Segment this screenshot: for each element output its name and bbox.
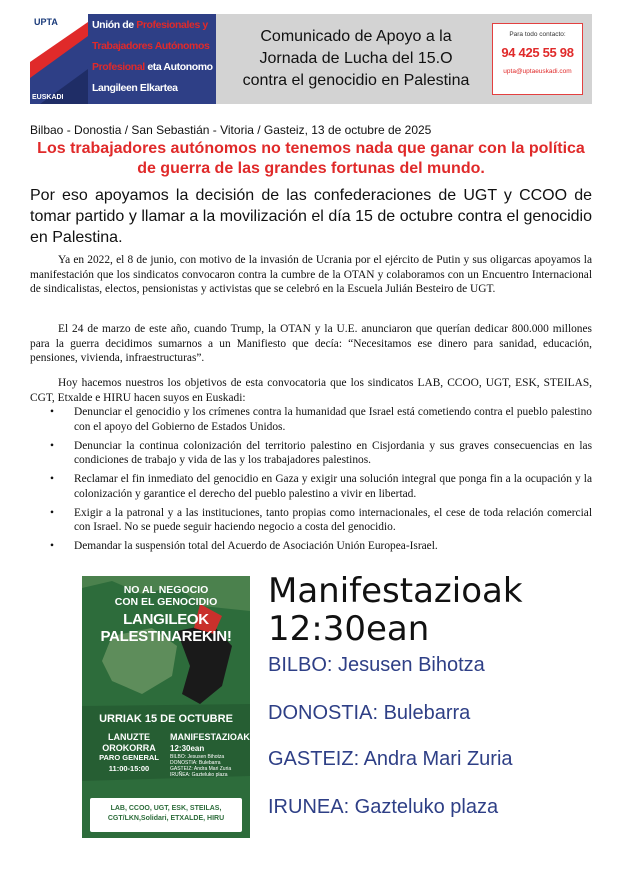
list-item: • Exigir a la patronal y a las instituciones, tanto propias como internacionales, el cese de toda relación comercial con Israel. No se puede seguir haciendo negocio a costa del genocidio. bbox=[50, 506, 592, 533]
list-item: • Reclamar el fin inmediato del genocidio en Gaza y exigir una solución integral que ponga fin a la ocupación y la colonización y garantice el derecho del pueblo palestino a vivir en libertad. bbox=[50, 473, 592, 500]
poster-date: URRIAK 15 DE OCTUBRE bbox=[99, 713, 233, 725]
header-banner bbox=[30, 14, 592, 104]
headline: Los trabajadores autónomos no tenemos nada que ganar con la política de guerra de las grandes fortunas del mundo. bbox=[37, 140, 585, 177]
contact-email: upta@uptaeuskadi.com bbox=[503, 68, 572, 75]
poster-line-2: CON EL GENOCIDIO bbox=[114, 596, 218, 608]
logo-bottom-text: EUSKADI bbox=[32, 94, 64, 101]
city-location: IRUNEA: Gazteluko plaza bbox=[268, 796, 499, 818]
body-paragraph: Hoy hacemos nuestros los objetivos de esta convocatoria que los sindicatos LAB, CCOO, UGT, ESK, STEILAS, CGT, Etxalde e HIRU hacen suyos en Euskadi: bbox=[30, 377, 592, 404]
logo-top-text: UPTA bbox=[34, 17, 58, 27]
demonstrations-time: 12:30ean bbox=[268, 609, 430, 649]
body-paragraph: Ya en 2022, el 8 de junio, con motivo de la invasión de Ucrania por el ejército de Putin y sus oligarcas apoyamos la manifestación que los sindicatos convocaron contra la cumbre de la OTAN y colaboramos con un Encuentro Internacional de sindicalistas, electos, pensionistas y activistas que se celebró en la Escuela Julián Besteiro de UGT. bbox=[30, 254, 592, 295]
bullet-icon: • bbox=[50, 439, 54, 452]
poster-line-4: PALESTINAREKIN! bbox=[100, 628, 232, 645]
list-item: • Denunciar la continua colonización del territorio palestino en Cisjordania y sus graves consecuencias en las condiciones de trabajo y vida de las y los trabajadores palestinos. bbox=[50, 439, 592, 466]
contact-label: Para todo contacto: bbox=[509, 31, 566, 38]
union-line: Unión de Profesionales y bbox=[92, 19, 208, 31]
strike-poster bbox=[82, 576, 250, 838]
poster-march-info: MANIFESTAZIOAK 12:30ean BILBO: Jesusen Bihotza DONOSTIA: Bulebarra GASTEIZ: Andra Mari Zuria IRUÑEA: Gazteluko plaza bbox=[170, 732, 250, 778]
union-line: Trabajadores Autónomos bbox=[92, 40, 210, 52]
list-item: • Denunciar el genocidio y los crímenes contra la humanidad que Israel está cometiendo contra el pueblo palestino con el apoyo del Gobierno de Estados Unidos. bbox=[50, 406, 592, 433]
poster-organizations: LAB, CCOO, UGT, ESK, STEILAS, CGT/LKN,Solidari, ETXALDE, HIRU bbox=[90, 798, 242, 832]
city-location: BILBO: Jesusen Bihotza bbox=[268, 654, 485, 676]
union-line: Langileen Elkartea bbox=[92, 82, 178, 94]
contact-box bbox=[492, 23, 583, 95]
bullet-icon: • bbox=[50, 406, 54, 418]
body-paragraph: El 24 de marzo de este año, cuando Trump, la OTAN y la U.E. anunciaron que querían dedicar 800.000 millones para la guerra decidimos sumarnos a un Manifiesto que decía: “Necesitamos ese dinero para sanidad, educación, pensiones, vivienda, infraestructuras”. bbox=[30, 323, 592, 364]
union-line: Profesional eta Autonomo bbox=[92, 61, 213, 73]
poster-line-1: NO AL NEGOCIO bbox=[123, 584, 209, 596]
dateline: Bilbao - Donostia / San Sebastián - Vitoria / Gasteiz, 13 de octubre de 2025 bbox=[30, 123, 432, 137]
poster-line-3: LANGILEOK bbox=[123, 611, 209, 628]
city-location: GASTEIZ: Andra Mari Zuria bbox=[268, 748, 513, 770]
contact-phone: 94 425 55 98 bbox=[501, 45, 574, 60]
bullet-icon: • bbox=[50, 540, 54, 552]
demonstrations-heading bbox=[268, 572, 523, 648]
list-item: • Demandar la suspensión total del Acuerdo de Asociación Unión Europea-Israel. bbox=[50, 540, 438, 552]
upta-logo bbox=[30, 14, 88, 104]
communique-title: Comunicado de Apoyo a la Jornada de Lucha del 15.O contra el genocidio en Palestina bbox=[242, 28, 470, 89]
city-location: DONOSTIA: Bulebarra bbox=[268, 702, 471, 724]
poster-strike-info: LANUZTE OROKORRA PARO GENERAL 11:00-15:00 bbox=[99, 732, 159, 773]
objectives-list bbox=[30, 405, 592, 558]
upta-logo-graphic bbox=[30, 14, 88, 104]
union-name-box bbox=[88, 14, 216, 104]
demonstrations-title: Manifestazioak bbox=[268, 571, 523, 611]
lead-paragraph: Por eso apoyamos la decisión de las confederaciones de UGT y CCOO de tomar partido y llamar a la movilización el día 15 de octubre contra el genocidio en Palestina. bbox=[30, 187, 592, 246]
bullet-icon: • bbox=[50, 506, 54, 519]
bullet-icon: • bbox=[50, 473, 54, 485]
